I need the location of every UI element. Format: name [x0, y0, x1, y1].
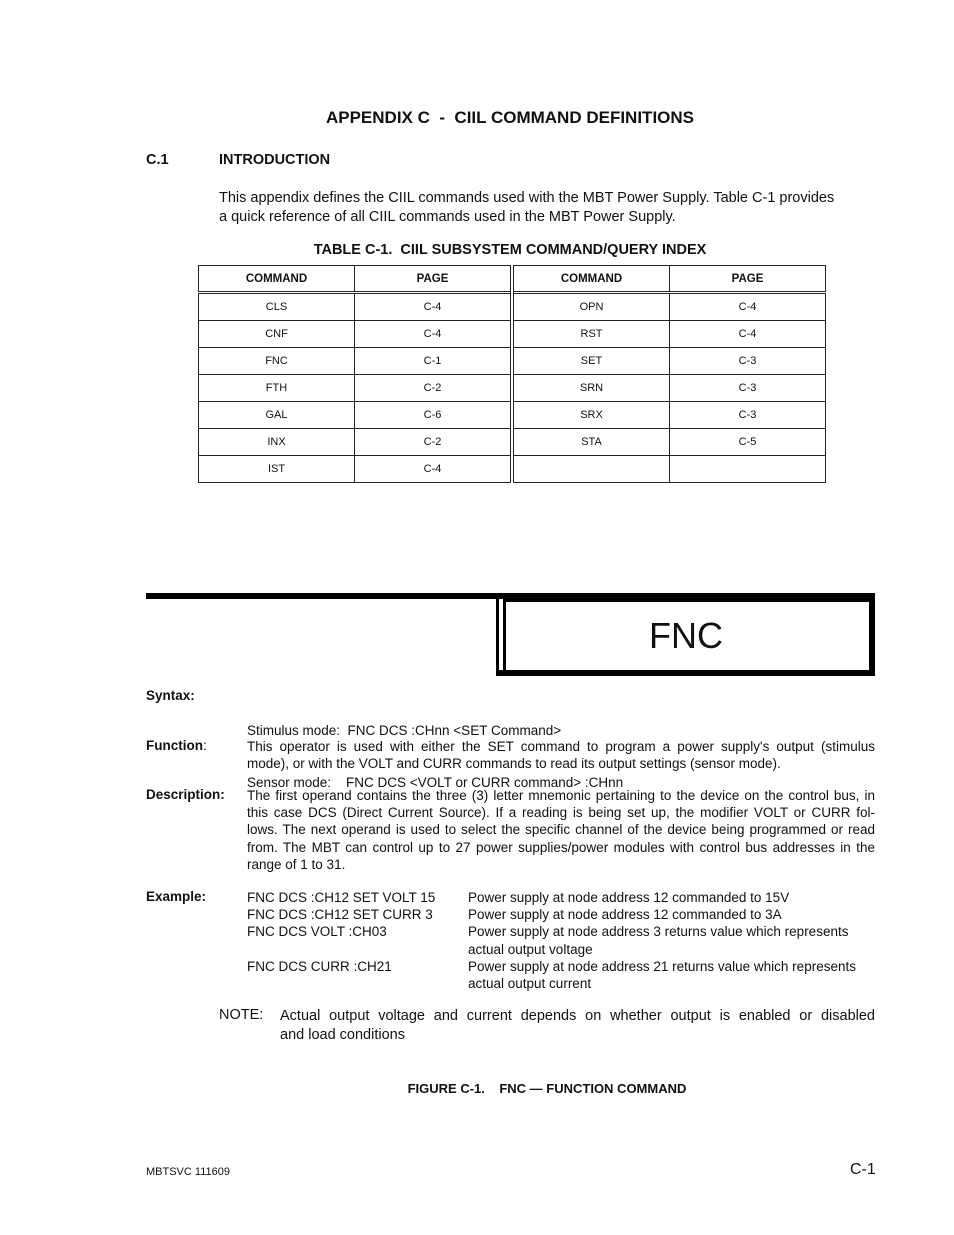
header-command: COMMAND: [512, 266, 670, 293]
command-cell: STA: [512, 429, 670, 456]
syntax-label: Syntax:: [146, 688, 195, 703]
syntax-line: Sensor mode: FNC DCS <VOLT or CURR command> :CHnn: [247, 775, 624, 791]
page-cell: C-3: [670, 402, 826, 429]
intro-paragraph: [219, 189, 875, 227]
table-row: [199, 321, 826, 348]
page-cell: C-4: [355, 293, 513, 321]
command-cell: SRN: [512, 375, 670, 402]
function-label-wrap: [146, 738, 207, 753]
description-line: lows. The next operand is used to select the specific channel of the device being programmed or read: [247, 822, 875, 838]
function-label: Function: [146, 738, 203, 753]
function-block: [247, 738, 875, 772]
description-line: range of 1 to 31.: [247, 856, 346, 872]
header-page: PAGE: [670, 266, 826, 293]
page-cell: C-6: [355, 402, 513, 429]
example-description: Power supply at node address 21 returns value which represents: [468, 958, 856, 974]
example-command: FNC DCS CURR :CH21: [247, 958, 392, 974]
function-label-colon: :: [203, 738, 207, 753]
table-row: [199, 293, 826, 321]
command-cell: FNC: [199, 348, 355, 375]
page-cell: C-3: [670, 348, 826, 375]
command-cell: SET: [512, 348, 670, 375]
description-block: [247, 787, 875, 873]
page-cell: [670, 456, 826, 483]
note-label: NOTE:: [219, 1007, 264, 1023]
command-cell: OPN: [512, 293, 670, 321]
table-row: [199, 429, 826, 456]
page-cell: C-1: [355, 348, 513, 375]
command-title-box: [496, 593, 875, 676]
page-cell: C-4: [355, 456, 513, 483]
footer-doc-id: MBTSVC 111609: [146, 1166, 230, 1178]
note-line: and load conditions: [280, 1027, 405, 1043]
command-cell: GAL: [199, 402, 355, 429]
note-line: Actual output voltage and current depends on whether output is enabled or disabled: [280, 1008, 875, 1024]
intro-line: a quick reference of all CIIL commands used in the MBT Power Supply.: [219, 209, 676, 225]
description-line: from. The MBT can control up to 27 power supplies/power modules with control bus addresses in the: [247, 839, 875, 855]
description-line: this case DCS (Direct Current Source). If a reading is being set up, the modifier VOLT or CURR fol-: [247, 805, 875, 821]
example-description: Power supply at node address 12 commanded to 15V: [468, 890, 790, 905]
description-label: Description:: [146, 787, 225, 802]
function-line: This operator is used with either the SET command to program a power supply's output (stimulus: [247, 739, 875, 754]
example-label: Example:: [146, 889, 207, 904]
table-row: [199, 456, 826, 483]
example-description: actual output current: [468, 976, 592, 992]
header-command: COMMAND: [199, 266, 355, 293]
page-cell: C-5: [670, 429, 826, 456]
example-description: Power supply at node address 12 commanded to 3A: [468, 907, 782, 923]
example-command: FNC DCS VOLT :CH03: [247, 924, 387, 940]
command-cell: CNF: [199, 321, 355, 348]
command-cell: RST: [512, 321, 670, 348]
table-title: TABLE C-1. CIIL SUBSYSTEM COMMAND/QUERY INDEX: [313, 242, 707, 258]
command-cell: FTH: [199, 375, 355, 402]
description-line: The first operand contains the three (3) letter mnemonic pertaining to the device on the control bus, in: [247, 788, 875, 803]
figure-caption: FIGURE C-1. FNC — FUNCTION COMMAND: [407, 1081, 687, 1096]
page-cell: C-2: [355, 429, 513, 456]
command-index-table: [198, 265, 826, 483]
example-descriptions: [468, 889, 856, 992]
note-text: [280, 1007, 875, 1045]
appendix-title: APPENDIX C - CIIL COMMAND DEFINITIONS: [325, 108, 695, 127]
function-line: mode), or with the VOLT and CURR commands to read its output settings (sensor mode).: [247, 756, 781, 772]
intro-line: This appendix defines the CIIL commands used with the MBT Power Supply. Table C-1 provides: [219, 190, 835, 206]
table-header-row: [199, 266, 826, 293]
page-cell: C-4: [670, 321, 826, 348]
page-cell: C-3: [670, 375, 826, 402]
command-cell: SRX: [512, 402, 670, 429]
command-cell: IST: [199, 456, 355, 483]
section-number: C.1: [146, 152, 169, 168]
example-description: actual output voltage: [468, 941, 593, 957]
footer-page-number: C-1: [850, 1161, 876, 1178]
section-title: INTRODUCTION: [219, 152, 331, 168]
header-page: PAGE: [355, 266, 513, 293]
page-cell: C-2: [355, 375, 513, 402]
table-row: [199, 348, 826, 375]
command-cell: INX: [199, 429, 355, 456]
syntax-line: Stimulus mode: FNC DCS :CHnn <SET Command>: [247, 723, 562, 739]
command-title: FNC: [649, 615, 723, 656]
command-cell: CLS: [199, 293, 355, 321]
example-commands: [247, 889, 435, 975]
example-description: Power supply at node address 3 returns value which represents: [468, 924, 849, 940]
command-cell: [512, 456, 670, 483]
table-row: [199, 402, 826, 429]
example-command: FNC DCS :CH12 SET VOLT 15: [247, 890, 436, 905]
page-cell: C-4: [355, 321, 513, 348]
table-row: [199, 375, 826, 402]
example-command: FNC DCS :CH12 SET CURR 3: [247, 907, 433, 923]
page-cell: C-4: [670, 293, 826, 321]
